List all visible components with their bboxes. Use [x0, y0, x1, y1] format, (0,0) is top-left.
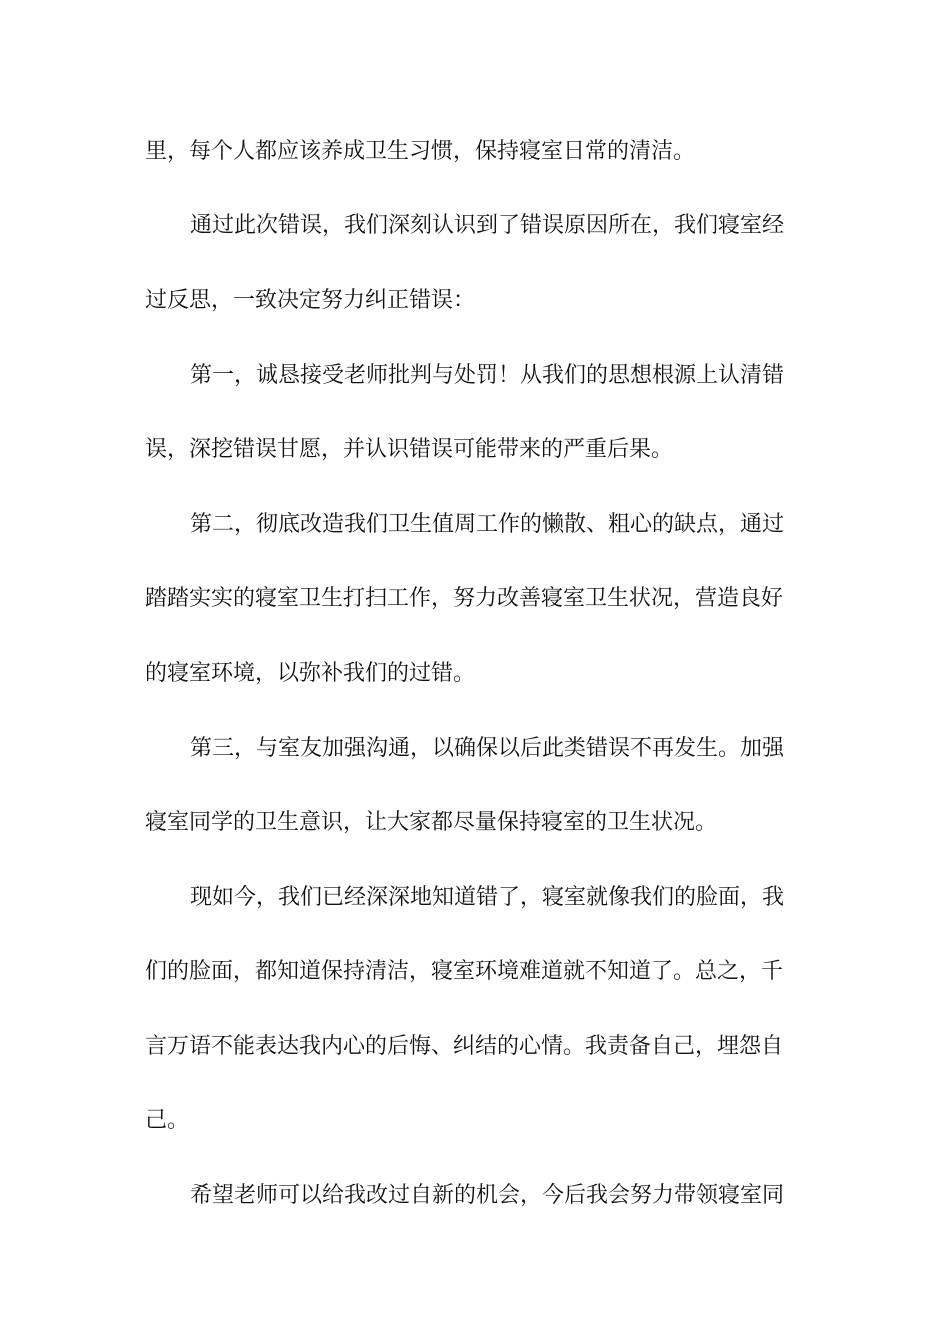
- paragraph-line: 现如今，我们已经深深地知道错了，寝室就像我们的脸面，我: [190, 885, 785, 910]
- paragraph-line: 通过此次错误，我们深刻认识到了错误原因所在，我们寝室经: [190, 213, 785, 238]
- paragraph-line: 希望老师可以给我改过自新的机会，今后我会努力带领寝室同: [190, 1183, 785, 1208]
- text-line: 过反思，一致决定努力纠正错误：: [145, 288, 476, 313]
- paragraph-line: 第二，彻底改造我们卫生值周工作的懒散、粗心的缺点，通过: [190, 512, 785, 537]
- paragraph-line: 第三，与室友加强沟通，以确保以后此类错误不再发生。加强: [190, 736, 785, 761]
- text-line: 寝室同学的卫生意识，让大家都尽量保持寝室的卫生状况。: [145, 810, 718, 835]
- text-line: 言万语不能表达我内心的后悔、纠结的心情。我责备自己，埋怨自: [145, 1034, 784, 1059]
- text-line: 里，每个人都应该养成卫生习惯，保持寝室日常的清洁。: [145, 139, 696, 164]
- text-line: 的寝室环境，以弥补我们的过错。: [145, 661, 476, 686]
- text-line: 己。: [145, 1108, 190, 1133]
- text-line: 踏踏实实的寝室卫生打扫工作，努力改善寝室卫生状况，营造良好: [145, 586, 784, 611]
- paragraph-line: 第一，诚恳接受老师批判与处罚！从我们的思想根源上认清错: [190, 363, 785, 388]
- text-line: 误，深挖错误甘愿，并认识错误可能带来的严重后果。: [145, 437, 674, 462]
- text-line: 们的脸面，都知道保持清洁，寝室环境难道就不知道了。总之，千: [145, 959, 784, 984]
